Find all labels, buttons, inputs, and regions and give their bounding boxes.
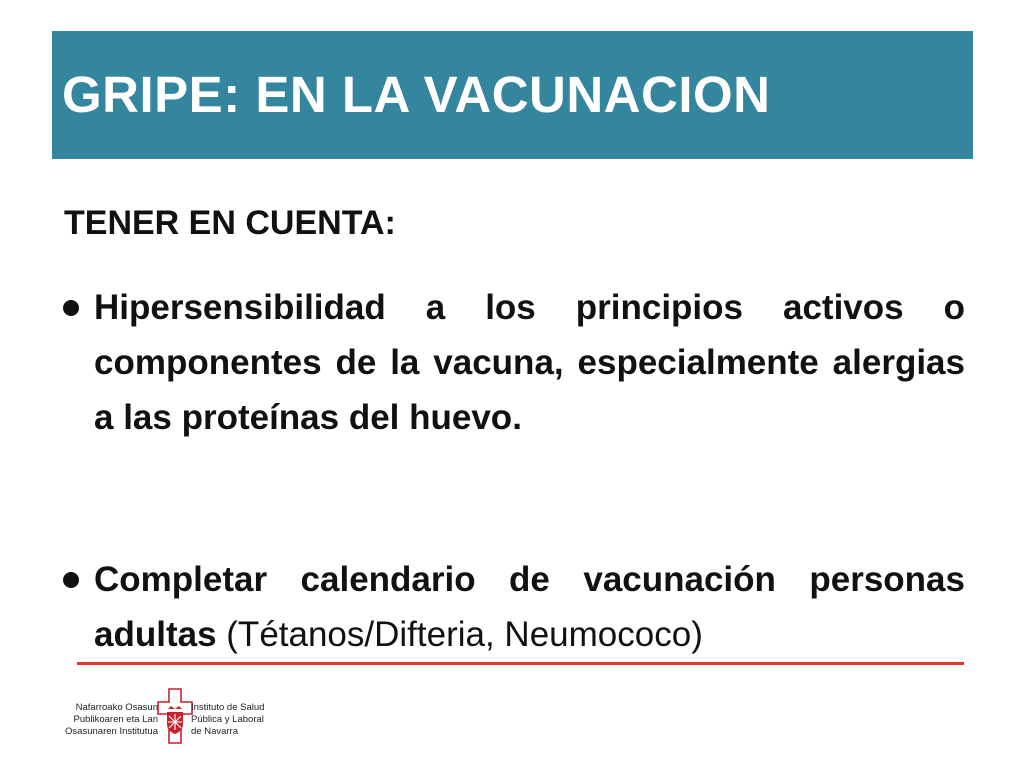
logo-text-basque: [38, 702, 158, 738]
bullet-text: Hipersensibilidad a los principios activos o componentes de la vacuna, especialmente alergias a las proteínas del huevo.: [94, 288, 965, 437]
logo-line: Nafarroako Osasun: [75, 702, 158, 713]
logo-line: de Navarra: [191, 726, 238, 737]
bullet-dot-icon: [63, 300, 79, 316]
bullet-text: [94, 552, 965, 662]
bullet-dot-icon: [63, 572, 79, 588]
bullet-item-calendar: [60, 552, 965, 662]
logo-line: Instituto de Salud: [191, 702, 265, 713]
logo-line: Pública y Laboral: [191, 714, 264, 725]
bullet-item-hypersensitivity: [60, 280, 965, 445]
logo-text-spanish: [191, 702, 291, 738]
logo-line: Publikoaren eta Lan: [73, 714, 158, 725]
logo-line: Osasunaren Institutua: [65, 726, 158, 737]
navarra-emblem-icon: [157, 688, 193, 744]
slide-title: GRIPE: EN LA VACUNACION: [62, 66, 771, 123]
bullet-bold-text: Completar calendario de vacunación personas adultas: [94, 560, 965, 654]
title-bar: [52, 31, 973, 159]
institution-logo: [52, 688, 282, 744]
red-divider: [77, 662, 964, 665]
bullet-normal-text: (Tétanos/Difteria, Neumococo): [226, 615, 703, 654]
subheading: TENER EN CUENTA:: [64, 204, 396, 242]
